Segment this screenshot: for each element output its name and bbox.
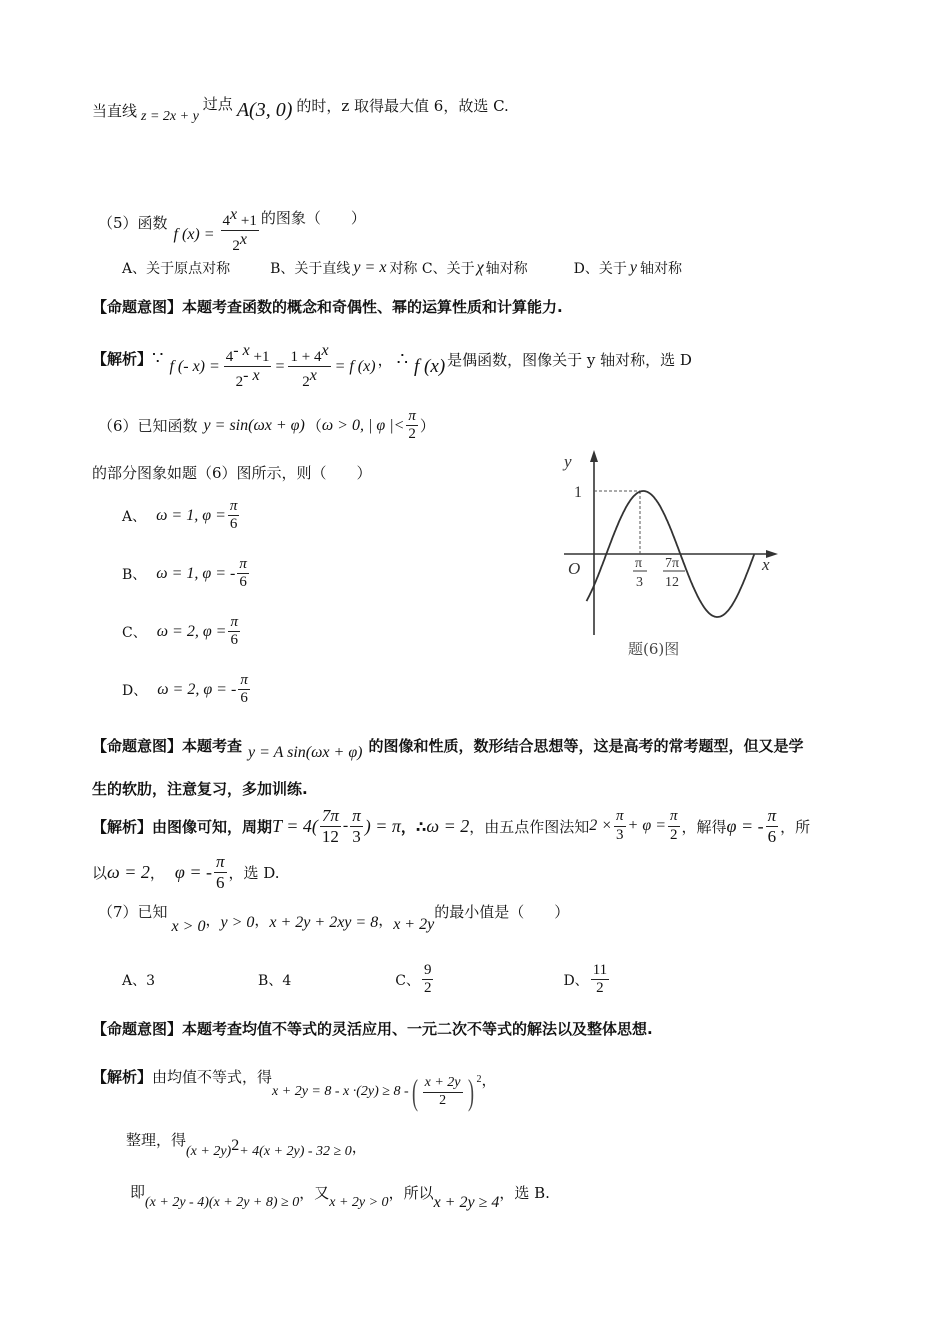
math-expr: ω = 2 bbox=[426, 815, 470, 836]
tick-pi-3-den: 3 bbox=[636, 575, 643, 590]
text: ， bbox=[351, 1137, 367, 1156]
intent-text: 本题考查 bbox=[182, 736, 243, 755]
line-prev-conclusion bbox=[92, 95, 509, 125]
fraction bbox=[423, 1075, 463, 1108]
x-label: x bbox=[762, 555, 770, 574]
math-expr: ω = 1, φ = - bbox=[156, 564, 236, 582]
frac-num: +1 bbox=[249, 349, 270, 365]
therefore-symbol: ∴ bbox=[396, 349, 409, 371]
frac-den: 2 bbox=[596, 980, 604, 997]
math-expr: + φ = bbox=[627, 817, 666, 835]
option-b: B、关于直线 bbox=[270, 261, 351, 277]
q6-option-a bbox=[122, 498, 241, 534]
math-expr: 2 × bbox=[589, 817, 613, 835]
text: ， bbox=[205, 910, 221, 929]
q6-solution-line2 bbox=[92, 852, 280, 892]
fraction bbox=[350, 806, 363, 846]
frac-num: 7π bbox=[321, 806, 339, 825]
tick-7pi-12-num: 7π bbox=[665, 556, 680, 571]
frac-num: π bbox=[406, 408, 418, 426]
frac-den: 2 bbox=[670, 826, 678, 843]
text: 的时，z 取得最大值 6，故选 C. bbox=[296, 96, 509, 115]
because-symbol: ∵ bbox=[152, 348, 164, 370]
text: 整理，得 bbox=[126, 1130, 187, 1149]
intent-text: 生的软肋，注意复习，多加训练. bbox=[92, 780, 308, 798]
text: ， bbox=[149, 863, 165, 882]
q5-stem bbox=[98, 190, 366, 256]
sup: x bbox=[309, 367, 317, 385]
frac-num: 1 + 4 bbox=[290, 349, 322, 365]
frac-den: 2 bbox=[408, 426, 416, 443]
frac-den: 3 bbox=[352, 826, 361, 846]
math-expr: y = sin(ωx + φ) bbox=[203, 416, 305, 434]
text: ， bbox=[377, 351, 393, 370]
text: 轴对称 bbox=[485, 261, 528, 277]
math-expr: f (x) = bbox=[173, 225, 215, 243]
frac-num: π bbox=[228, 614, 240, 632]
math-var: y bbox=[629, 259, 637, 276]
sup: x bbox=[230, 206, 238, 223]
frac-num: π bbox=[614, 808, 626, 826]
q5-solution bbox=[92, 342, 692, 392]
text: ，解得 bbox=[681, 817, 727, 836]
frac-num: +1 bbox=[237, 213, 257, 229]
math-var: χ bbox=[476, 259, 484, 276]
frac-num: π bbox=[216, 852, 225, 871]
question-number: （7）已知 bbox=[98, 902, 168, 921]
sine-graph bbox=[550, 440, 790, 670]
q6-intent-line2 bbox=[92, 778, 308, 799]
q7-stem bbox=[98, 902, 569, 936]
q6-option-c bbox=[122, 614, 242, 650]
frac-den: 6 bbox=[229, 516, 238, 533]
intent-tag: 【命题意图】 bbox=[92, 298, 183, 316]
solution-tag: 【解析】 bbox=[92, 350, 153, 369]
text: （ bbox=[306, 417, 322, 436]
text: ，选 D. bbox=[228, 863, 280, 882]
sup: - x bbox=[243, 367, 260, 385]
option-label: A、 bbox=[122, 508, 147, 525]
frac-num: 4 bbox=[225, 349, 234, 365]
q6-stem bbox=[98, 408, 435, 444]
q7-solution bbox=[92, 1062, 497, 1110]
q7-intent bbox=[92, 1018, 653, 1039]
text: ， bbox=[481, 1070, 497, 1089]
math-expr: φ = - bbox=[174, 861, 212, 882]
paren-left: ( bbox=[411, 1072, 418, 1112]
option-d: D、 bbox=[563, 972, 589, 989]
solution-tag: 【解析】 bbox=[92, 1067, 153, 1086]
option-label: D、 bbox=[122, 682, 148, 699]
fraction bbox=[591, 962, 609, 998]
math-expr: f (x) bbox=[414, 355, 446, 377]
math-expr: ω = 1, φ = bbox=[156, 506, 226, 524]
text: 当直线 bbox=[92, 101, 138, 120]
text: ，所以 bbox=[388, 1183, 434, 1202]
frac-num: 9 bbox=[422, 962, 434, 980]
math-expr: ω = 2 bbox=[107, 861, 150, 882]
frac-den: 6 bbox=[240, 690, 248, 707]
q6-option-b bbox=[122, 556, 251, 592]
option-d: D、关于 bbox=[573, 261, 627, 277]
y-label: y bbox=[564, 452, 572, 471]
text: 由图像可知，周期 bbox=[152, 817, 273, 836]
minus: - bbox=[342, 817, 349, 835]
frac-den: 3 bbox=[616, 826, 624, 843]
q6-stem-line2 bbox=[92, 462, 372, 483]
text: 的图象（ ） bbox=[260, 209, 366, 228]
frac-num: 11 bbox=[591, 962, 609, 980]
text: ，选 B. bbox=[499, 1183, 550, 1202]
fraction bbox=[238, 672, 250, 708]
math-expr: x + 2y = 8 - x ·(2y) ≥ 8 - bbox=[272, 1084, 409, 1099]
q5-options bbox=[122, 258, 682, 278]
fraction bbox=[406, 408, 418, 444]
text: 的最小值是（ ） bbox=[434, 902, 570, 921]
fraction bbox=[766, 806, 779, 846]
math-expr: (x + 2y - 4)(x + 2y + 8) ≥ 0 bbox=[145, 1195, 300, 1210]
math-expr: x + 2y ≥ 4 bbox=[433, 1194, 500, 1211]
frac-num: π bbox=[767, 806, 777, 825]
frac-den: 2 bbox=[439, 1092, 447, 1108]
graph-caption: 题(6)图 bbox=[628, 640, 680, 658]
text: 以 bbox=[92, 863, 108, 882]
sup: 2 bbox=[476, 1073, 482, 1085]
frac-den: 2 bbox=[302, 374, 310, 391]
intent-text: 本题考查函数的概念和奇偶性、幂的运算性质和计算能力. bbox=[182, 298, 563, 316]
q6-intent bbox=[92, 728, 804, 762]
option-label: B、 bbox=[122, 566, 147, 583]
math-expr: = f (x) bbox=[334, 357, 376, 375]
math-expr: x > 0 bbox=[171, 918, 206, 935]
q6-solution bbox=[92, 806, 810, 846]
text: ，所 bbox=[780, 817, 811, 836]
fraction bbox=[668, 808, 680, 844]
frac-num: 4 bbox=[222, 213, 231, 229]
question-number: （5）函数 bbox=[98, 214, 168, 233]
q7-solution-line3 bbox=[130, 1176, 550, 1212]
text: 轴对称 bbox=[639, 261, 682, 277]
text: ， bbox=[378, 910, 394, 929]
math-expr: y = A sin(ωx + φ) bbox=[248, 744, 363, 761]
fraction bbox=[614, 808, 626, 844]
math-expr: φ = - bbox=[726, 815, 764, 836]
question-number: （6）已知函数 bbox=[98, 417, 198, 436]
frac-den: 2 bbox=[423, 980, 432, 997]
math-expr: ω > 0, | φ |< bbox=[321, 416, 405, 434]
math-point: A(3, 0) bbox=[236, 98, 293, 121]
tick-one: 1 bbox=[574, 484, 582, 501]
solution-tag: 【解析】 bbox=[92, 817, 153, 836]
q7-options bbox=[122, 962, 611, 998]
tick-pi-3-num: π bbox=[635, 556, 643, 571]
fraction bbox=[320, 806, 341, 846]
sup: x bbox=[321, 342, 329, 359]
math-expr: z = 2x + y bbox=[141, 109, 199, 124]
frac-den: 6 bbox=[216, 872, 225, 892]
math-expr: + 4(x + 2y) - 32 ≥ 0 bbox=[239, 1144, 352, 1159]
fraction bbox=[224, 342, 272, 392]
text: 即 bbox=[130, 1182, 146, 1201]
option-label: C、 bbox=[122, 624, 147, 641]
math-expr: x + 2y + 2xy = 8 bbox=[269, 914, 379, 931]
math-expr: x + 2y > 0 bbox=[329, 1195, 389, 1210]
fraction bbox=[228, 614, 240, 650]
math-expr: y > 0 bbox=[220, 914, 255, 931]
text: ，∴ bbox=[400, 817, 427, 836]
math-expr: T = 4( bbox=[272, 815, 318, 836]
frac-num: π bbox=[237, 556, 249, 574]
math-expr: (x + 2y) bbox=[186, 1144, 232, 1159]
tick-7pi-12-den: 12 bbox=[665, 575, 679, 590]
math-expr: ω = 2, φ = - bbox=[157, 680, 237, 698]
y-arrow bbox=[590, 450, 598, 462]
math-expr: ω = 2, φ = bbox=[156, 622, 227, 640]
fraction bbox=[237, 556, 249, 592]
frac-den: 6 bbox=[230, 632, 238, 649]
math-expr: ) = π bbox=[364, 815, 401, 836]
math-expr: x + 2y bbox=[393, 916, 435, 933]
text: 的部分图象如题（6）图所示，则（ ） bbox=[92, 464, 372, 482]
intent-tag: 【命题意图】 bbox=[92, 736, 183, 755]
fraction bbox=[288, 342, 330, 392]
text: ，又 bbox=[299, 1183, 330, 1202]
sup: - x bbox=[233, 342, 250, 359]
option-c: 对称 C、关于 bbox=[389, 261, 475, 277]
fraction bbox=[214, 852, 227, 892]
option-a: A、3 bbox=[122, 972, 156, 989]
frac-num: π bbox=[228, 498, 240, 516]
text: 是偶函数，图像关于 y 轴对称，选 D bbox=[447, 351, 692, 370]
fraction bbox=[221, 206, 259, 256]
text: 由均值不等式，得 bbox=[152, 1067, 273, 1086]
sup: x bbox=[239, 231, 248, 249]
frac-num: π bbox=[668, 808, 680, 826]
frac-den: 2 bbox=[235, 374, 244, 391]
frac-num: π bbox=[352, 806, 361, 825]
frac-num: π bbox=[238, 672, 250, 690]
option-c: C、 bbox=[395, 972, 420, 989]
paren-right: ) bbox=[467, 1072, 474, 1112]
frac-num: x + 2y bbox=[423, 1075, 463, 1092]
intent-text: 本题考查均值不等式的灵活应用、一元二次不等式的解法以及整体思想. bbox=[182, 1020, 653, 1038]
option-a: A、关于原点对称 bbox=[122, 261, 231, 277]
sup: 2 bbox=[231, 1137, 240, 1154]
math-expr: f (- x) = bbox=[169, 357, 220, 375]
fraction bbox=[422, 962, 434, 998]
text: ， bbox=[254, 910, 270, 929]
origin-label: O bbox=[568, 559, 581, 578]
option-b: B、4 bbox=[258, 972, 292, 989]
frac-den: 2 bbox=[232, 238, 240, 255]
text: ） bbox=[419, 417, 435, 436]
fraction bbox=[228, 498, 240, 534]
equals: = bbox=[275, 357, 285, 375]
frac-den: 12 bbox=[321, 826, 339, 846]
intent-text: 的图像和性质，数形结合思想等，这是高考的常考题型，但又是学 bbox=[368, 736, 804, 755]
intent-tag: 【命题意图】 bbox=[92, 1020, 183, 1038]
q5-intent bbox=[92, 296, 563, 317]
math-expr: y = x bbox=[353, 259, 387, 276]
text: 过点 bbox=[202, 94, 233, 113]
frac-den: 6 bbox=[767, 826, 777, 846]
q6-option-d bbox=[122, 672, 252, 708]
q7-solution-line2 bbox=[126, 1126, 367, 1160]
frac-den: 6 bbox=[239, 574, 247, 591]
text: ，由五点作图法知 bbox=[469, 817, 590, 836]
